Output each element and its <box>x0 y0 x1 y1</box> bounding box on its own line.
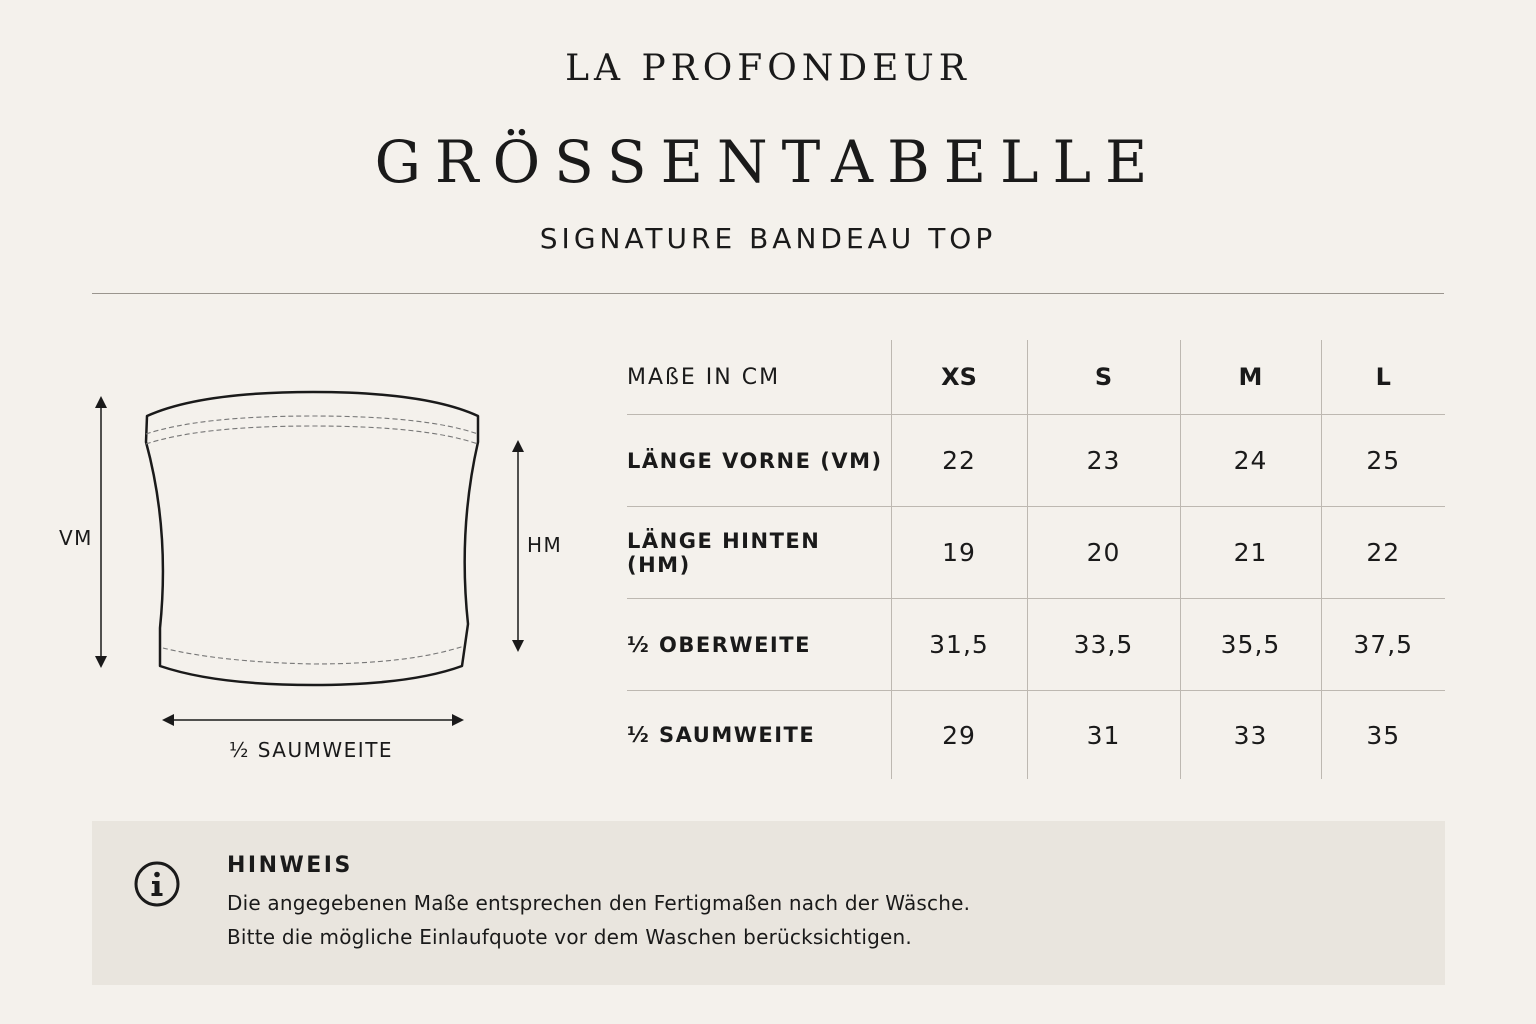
table-row <box>627 415 1445 507</box>
table-cell: 33,5 <box>1027 599 1180 691</box>
brand-name: LA PROFONDEUR <box>565 48 971 89</box>
note-title: HINWEIS <box>227 853 353 878</box>
table-cell: 33 <box>1180 691 1321 780</box>
table-row <box>627 507 1445 599</box>
size-header-s: S <box>1027 340 1180 415</box>
row-label: ½ SAUMWEITE <box>627 723 816 747</box>
table-row <box>627 691 1445 780</box>
row-label: LÄNGE VORNE (VM) <box>627 415 891 507</box>
info-icon <box>134 861 180 907</box>
table-cell: 24 <box>1180 415 1321 507</box>
product-subtitle: SIGNATURE BANDEAU TOP <box>539 222 997 255</box>
table-cell: 35 <box>1321 691 1445 780</box>
table-cell: 20 <box>1027 507 1180 599</box>
table-cell: 21 <box>1180 507 1321 599</box>
table-cell: 25 <box>1321 415 1445 507</box>
size-header-m: M <box>1180 340 1321 415</box>
table-cell: 22 <box>891 415 1027 507</box>
size-header-xs: XS <box>891 340 1027 415</box>
table-cell: 31,5 <box>891 599 1027 691</box>
row-label: LÄNGE HINTEN (HM) <box>627 507 891 599</box>
header-divider <box>92 293 1444 294</box>
unit-header: MAßE IN CM <box>627 340 891 415</box>
table-cell: 29 <box>891 691 1027 780</box>
table-cell: 22 <box>1321 507 1445 599</box>
note-text-line-1: Die angegebenen Maße entsprechen den Fertigmaßen nach der Wäsche. <box>227 891 971 915</box>
note-box <box>92 821 1445 985</box>
table-cell: 37,5 <box>1321 599 1445 691</box>
table-cell: 31 <box>1027 691 1180 780</box>
row-label: ½ OBERWEITE <box>627 599 891 691</box>
size-table <box>627 340 1445 779</box>
hm-label: HM <box>527 533 563 557</box>
table-cell: 19 <box>891 507 1027 599</box>
vm-label: VM <box>59 526 93 550</box>
bandeau-top-diagram <box>50 380 580 780</box>
table-cell: 35,5 <box>1180 599 1321 691</box>
hem-width-label: ½ SAUMWEITE <box>229 738 394 762</box>
note-text-line-2: Bitte die mögliche Einlaufquote vor dem Waschen berücksichtigen. <box>227 925 912 949</box>
size-header-l: L <box>1321 340 1445 415</box>
table-row <box>627 599 1445 691</box>
page-title: GRÖSSENTABELLE <box>374 128 1162 196</box>
table-header-row <box>627 340 1445 415</box>
bandeau-illustration <box>50 380 580 780</box>
table-cell: 23 <box>1027 415 1180 507</box>
